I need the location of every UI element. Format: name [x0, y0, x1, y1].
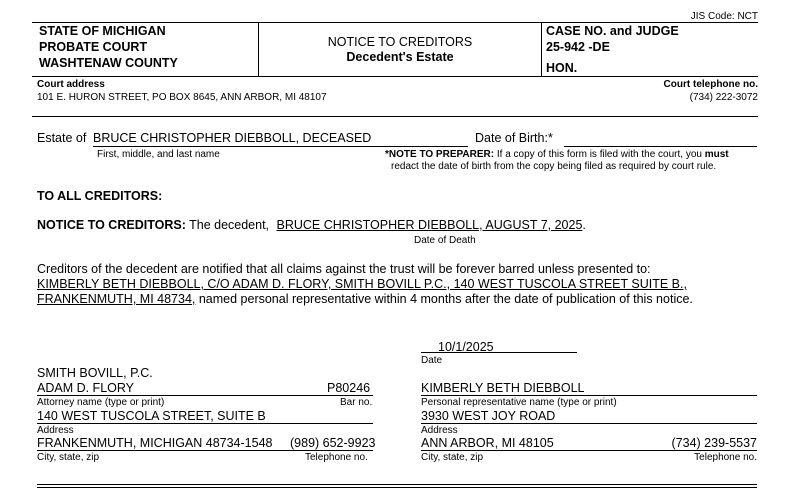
notice-line	[37, 218, 586, 232]
date-value: 10/1/2025	[438, 340, 494, 354]
rep-name-caption: Personal representative name (type or print)	[421, 397, 617, 408]
decedent-and-date: BRUCE CHRISTOPHER DIEBBOLL, AUGUST 7, 2025	[276, 218, 583, 232]
case-label: CASE NO. and JUDGE	[546, 24, 679, 38]
body-line3	[37, 292, 693, 306]
attorney-phone-caption: Telephone no.	[305, 452, 368, 463]
form-title: NOTICE TO CREDITORS	[327, 35, 473, 49]
header-bottom-rule	[32, 76, 758, 77]
preparer-note-must: must	[704, 149, 729, 160]
preparer-note-line1	[385, 149, 729, 160]
attorney-name-line	[37, 395, 373, 396]
rep-address-caption: Address	[421, 425, 458, 436]
form-subtitle: Decedent's Estate	[346, 50, 454, 64]
date-line	[421, 352, 577, 353]
court-phone: (734) 222-3072	[689, 92, 758, 103]
attorney-address-line	[37, 423, 373, 424]
attorney-city: FRANKENMUTH, MICHIGAN 48734-1548	[37, 436, 273, 450]
body-line1: Creditors of the decedent are notified that all claims against the trust will be forever barred unless presented to:	[37, 262, 651, 276]
rep-phone-caption: Telephone no.	[694, 452, 757, 463]
court-phone-label: Court telephone no.	[663, 79, 758, 90]
attorney-firm: SMITH BOVILL, P.C.	[37, 366, 153, 380]
court-label: PROBATE COURT	[39, 40, 148, 54]
rep-city-caption: City, state, zip	[421, 452, 484, 463]
judge-label: HON.	[546, 61, 578, 75]
dob-line	[564, 146, 757, 147]
body-line3-underlined: FRANKENMUTH, MI 48734,	[37, 292, 196, 306]
rep-name: KIMBERLY BETH DIEBBOLL	[421, 381, 585, 395]
header-divider-right	[541, 22, 542, 76]
court-row-rule	[32, 116, 758, 117]
court-address: 101 E. HURON STREET, PO BOX 8645, ANN ARBOR, MI 48107	[37, 92, 327, 103]
notice-label: NOTICE TO CREDITORS:	[37, 218, 186, 232]
estate-name-caption: First, middle, and last name	[97, 149, 220, 160]
estate-name-line	[93, 146, 468, 147]
date-caption: Date	[421, 355, 443, 366]
case-block	[546, 23, 679, 76]
jis-code: JIS Code: NCT	[690, 11, 758, 22]
court-name-block	[39, 23, 178, 71]
case-number: 25-942 -DE	[546, 40, 610, 54]
preparer-note-text1: If a copy of this form is filed with the court, you	[496, 149, 702, 160]
state-label: STATE OF MICHIGAN	[39, 24, 166, 38]
rep-phone: (734) 239-5537	[671, 436, 757, 450]
notice-period: .	[582, 218, 586, 232]
attorney-name: ADAM D. FLORY	[37, 381, 135, 395]
court-address-label: Court address	[37, 79, 105, 90]
preparer-note-text2: redact the date of birth from the copy being filed as required by court rule.	[391, 161, 717, 172]
rep-city-line	[421, 450, 757, 451]
body-line3-rest: named personal representative within 4 months after the date of publication of this notice.	[195, 292, 693, 306]
bottom-rule-1	[37, 484, 757, 485]
attorney-phone: (989) 652-9923	[290, 436, 376, 450]
estate-prefix: Estate of	[37, 131, 87, 145]
attorney-city-caption: City, state, zip	[37, 452, 100, 463]
attorney-bar-no: P80246	[327, 381, 371, 395]
attorney-name-caption: Attorney name (type or print)	[37, 397, 165, 408]
rep-name-line	[421, 395, 757, 396]
estate-name: BRUCE CHRISTOPHER DIEBBOLL, DECEASED	[93, 131, 372, 145]
body-line2: KIMBERLY BETH DIEBBOLL, C/O ADAM D. FLORY, SMITH BOVILL P.C., 140 WEST TUSCOLA STREET SUITE B.,	[37, 277, 687, 291]
attorney-city-line	[37, 450, 373, 451]
rep-address: 3930 WEST JOY ROAD	[421, 409, 556, 423]
form-title-block	[259, 35, 541, 65]
date-of-death-caption: Date of Death	[414, 235, 476, 246]
to-all-creditors: TO ALL CREDITORS:	[37, 189, 163, 203]
county-label: WASHTENAW COUNTY	[39, 56, 178, 70]
attorney-address-caption: Address	[37, 425, 74, 436]
dob-label: Date of Birth:*	[475, 131, 553, 145]
preparer-note-bold: *NOTE TO PREPARER:	[385, 149, 495, 160]
rep-address-line	[421, 423, 757, 424]
notice-text: The decedent,	[189, 218, 270, 232]
bar-no-caption: Bar no.	[340, 397, 373, 408]
bottom-rule-2	[37, 487, 757, 488]
attorney-address: 140 WEST TUSCOLA STREET, SUITE B	[37, 409, 266, 423]
rep-city: ANN ARBOR, MI 48105	[421, 436, 554, 450]
